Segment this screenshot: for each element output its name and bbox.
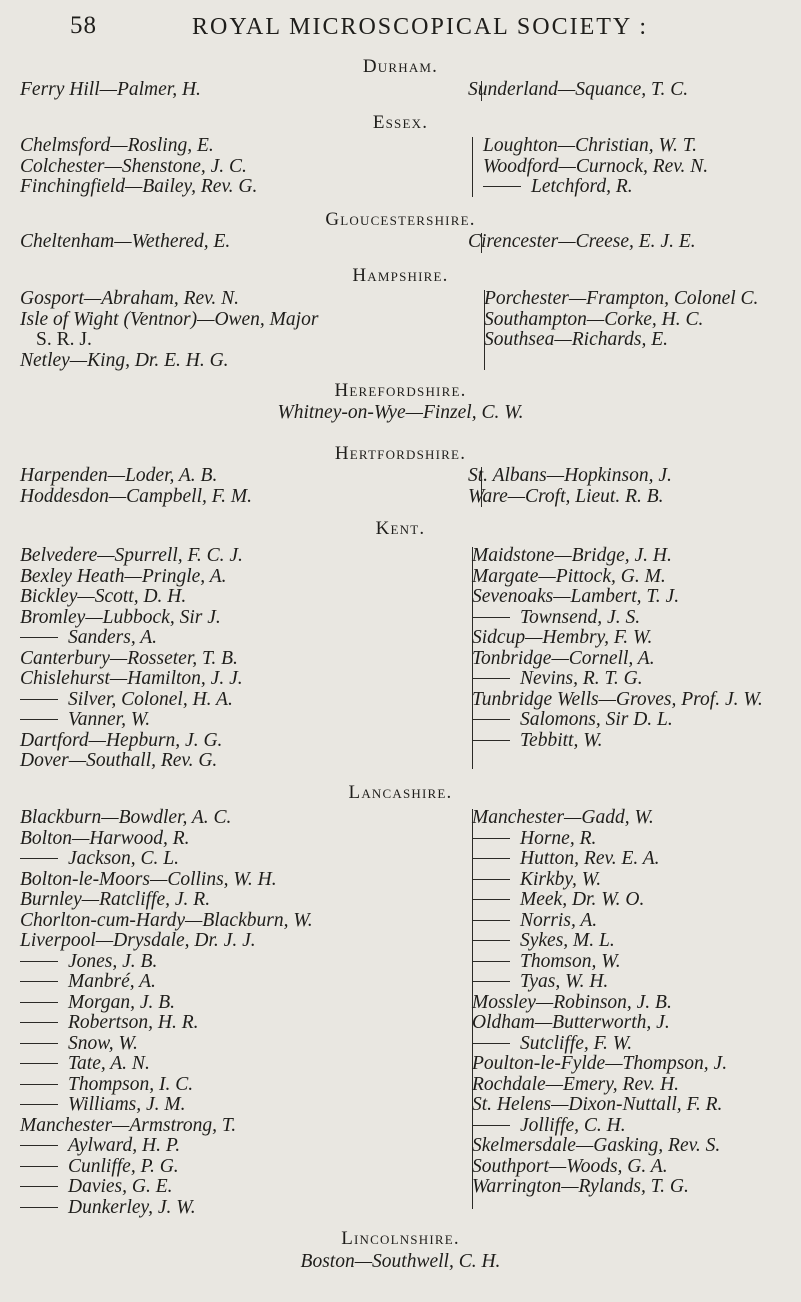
- list-item: Finchingfield—Bailey, Rev. G.: [20, 176, 258, 197]
- list-item: Sanders, A.: [20, 628, 243, 649]
- ditto-dash: [20, 1166, 58, 1167]
- list-item: Skelmersdale—Gasking, Rev. S.: [472, 1135, 721, 1156]
- column-divider: [472, 137, 473, 197]
- ditto-dash: [20, 961, 58, 962]
- page-number: 58: [70, 12, 97, 39]
- ditto-dash: [472, 678, 510, 679]
- list-item: Ferry Hill—Palmer, H.: [20, 79, 201, 100]
- ditto-dash: [483, 186, 521, 187]
- ditto-dash: [20, 699, 58, 700]
- list-item: Dartford—Hepburn, J. G.: [20, 729, 223, 751]
- list-item: Davies, G. E.: [20, 1177, 313, 1198]
- list-item: Morgan, J. B.: [20, 993, 313, 1014]
- ditto-dash: [20, 1207, 58, 1208]
- list-item-continuation: S. R. J.: [36, 329, 92, 350]
- ditto-dash: [472, 899, 510, 900]
- ditto-dash: [20, 1002, 58, 1003]
- list-item: Poulton-le-Fylde—Thompson, J.: [472, 1053, 728, 1074]
- list-item: Manbré, A.: [20, 972, 313, 993]
- ditto-dash: [472, 740, 510, 741]
- list-item: Southport—Woods, G. A.: [472, 1155, 668, 1177]
- hertfordshire-right: [468, 466, 672, 507]
- list-item: Tonbridge—Cornell, A.: [472, 647, 655, 669]
- list-item: Chorlton-cum-Hardy—Blackburn, W.: [20, 909, 313, 931]
- ditto-dash: [20, 1145, 58, 1146]
- list-item: Tebbitt, W.: [472, 731, 763, 752]
- list-item: Rochdale—Emery, Rev. H.: [472, 1073, 680, 1095]
- list-item: Meek, Dr. W. O.: [472, 890, 727, 911]
- list-item: Norris, A.: [472, 911, 727, 932]
- ditto-dash: [472, 981, 510, 982]
- ditto-dash: [20, 719, 58, 720]
- list-item: Cheltenham—Wethered, E.: [20, 231, 231, 252]
- list-item: Ware—Croft, Lieut. R. B.: [468, 485, 664, 507]
- ditto-dash: [20, 1022, 58, 1023]
- list-item: Bickley—Scott, D. H.: [20, 586, 187, 607]
- kent-left: [20, 546, 243, 772]
- ditto-dash: [20, 1186, 58, 1187]
- list-item: Southampton—Corke, H. C.: [484, 308, 704, 330]
- list-item: Bolton—Harwood, R.: [20, 827, 190, 849]
- list-item: Jackson, C. L.: [20, 849, 313, 870]
- ditto-dash: [472, 858, 510, 859]
- list-item: Snow, W.: [20, 1034, 313, 1055]
- list-item: Cunliffe, P. G.: [20, 1157, 313, 1178]
- ditto-dash: [472, 940, 510, 941]
- ditto-dash: [20, 1043, 58, 1044]
- list-item: Mossley—Robinson, J. B.: [472, 991, 672, 1013]
- ditto-dash: [472, 879, 510, 880]
- list-item: Margate—Pittock, G. M.: [472, 565, 666, 587]
- list-item: Kirkby, W.: [472, 870, 727, 891]
- list-item: Boston—Southwell, C. H.: [300, 1251, 501, 1272]
- list-item: Tate, A. N.: [20, 1054, 313, 1075]
- ditto-dash: [472, 617, 510, 618]
- ditto-dash: [472, 838, 510, 839]
- hertfordshire-left: [20, 466, 252, 507]
- hampshire-left: [20, 289, 318, 371]
- county-heading-hertfordshire: Hertfordshire.: [334, 443, 467, 464]
- list-item: Manchester—Armstrong, T.: [20, 1114, 237, 1136]
- ditto-dash: [20, 637, 58, 638]
- county-heading-essex: Essex.: [372, 112, 429, 133]
- county-heading-gloucestershire: Gloucestershire.: [325, 209, 476, 230]
- list-item: Belvedere—Spurrell, F. C. J.: [20, 545, 243, 566]
- hampshire-right: [484, 289, 758, 351]
- list-item: Loughton—Christian, W. T.: [483, 135, 698, 156]
- list-item: Silver, Colonel, H. A.: [20, 690, 243, 711]
- list-item: Sidcup—Hembry, F. W.: [472, 627, 653, 648]
- ditto-dash: [20, 1104, 58, 1105]
- list-item: Jolliffe, C. H.: [472, 1116, 727, 1137]
- list-item: Sevenoaks—Lambert, T. J.: [472, 586, 680, 607]
- list-item: Netley—King, Dr. E. H. G.: [20, 349, 229, 371]
- list-item: Southsea—Richards, E.: [484, 329, 668, 350]
- list-item: Chislehurst—Hamilton, J. J.: [20, 668, 243, 689]
- list-item: St. Helens—Dixon-Nuttall, F. R.: [472, 1094, 723, 1115]
- county-heading-herefordshire: Herefordshire.: [334, 380, 467, 401]
- county-heading-lincolnshire: Lincolnshire.: [341, 1228, 460, 1249]
- list-item: Jones, J. B.: [20, 952, 313, 973]
- ditto-dash: [20, 858, 58, 859]
- list-item: Hutton, Rev. E. A.: [472, 849, 727, 870]
- list-item: Aylward, H. P.: [20, 1136, 313, 1157]
- list-item: Oldham—Butterworth, J.: [472, 1012, 670, 1033]
- durham-left: [20, 80, 201, 101]
- list-item: Dunkerley, J. W.: [20, 1198, 313, 1219]
- list-item: Maidstone—Bridge, J. H.: [472, 545, 672, 566]
- gloucestershire-left: [20, 232, 230, 253]
- list-item: Townsend, J. S.: [472, 608, 763, 629]
- list-item: Williams, J. M.: [20, 1095, 313, 1116]
- page-header: [70, 12, 781, 42]
- running-title: ROYAL MICROSCOPICAL SOCIETY :: [192, 14, 649, 40]
- list-item: Porchester—Frampton, Colonel C.: [484, 288, 759, 309]
- list-item: Dover—Southall, Rev. G.: [20, 750, 218, 771]
- list-item: Tyas, W. H.: [472, 972, 727, 993]
- list-item: Warrington—Rylands, T. G.: [472, 1176, 689, 1197]
- lancashire-right: [472, 808, 727, 1198]
- list-item: Sunderland—Squance, T. C.: [468, 79, 689, 100]
- list-item: Liverpool—Drysdale, Dr. J. J.: [20, 930, 256, 951]
- list-item: Nevins, R. T. G.: [472, 669, 763, 690]
- list-item: Sutcliffe, F. W.: [472, 1034, 727, 1055]
- ditto-dash: [20, 1084, 58, 1085]
- list-item: Harpenden—Loder, A. B.: [20, 465, 218, 486]
- list-item: Whitney-on-Wye—Finzel, C. W.: [277, 402, 524, 423]
- list-item: Burnley—Ratcliffe, J. R.: [20, 889, 211, 910]
- lancashire-left: [20, 808, 313, 1218]
- list-item: Canterbury—Rosseter, T. B.: [20, 647, 238, 669]
- ditto-dash: [472, 719, 510, 720]
- ditto-dash: [20, 1063, 58, 1064]
- ditto-dash: [20, 981, 58, 982]
- essex-right: [483, 136, 708, 198]
- list-item: Manchester—Gadd, W.: [472, 807, 654, 828]
- list-item: Hoddesdon—Campbell, F. M.: [20, 485, 253, 507]
- ditto-dash: [472, 920, 510, 921]
- county-heading-lancashire: Lancashire.: [348, 782, 453, 803]
- list-item: Horne, R.: [472, 829, 727, 850]
- kent-right: [472, 546, 763, 751]
- list-item: Gosport—Abraham, Rev. N.: [20, 288, 240, 309]
- list-item: Blackburn—Bowdler, A. C.: [20, 807, 232, 828]
- county-heading-hampshire: Hampshire.: [352, 265, 449, 286]
- list-item: Cirencester—Creese, E. J. E.: [468, 231, 696, 252]
- list-item: Woodford—Curnock, Rev. N.: [483, 155, 709, 177]
- list-item: Sykes, M. L.: [472, 931, 727, 952]
- gloucestershire-right: [468, 232, 696, 253]
- list-item: St. Albans—Hopkinson, J.: [468, 465, 672, 486]
- list-item: Tunbridge Wells—Groves, Prof. J. W.: [472, 688, 763, 710]
- ditto-dash: [472, 1043, 510, 1044]
- durham-right: [468, 80, 688, 101]
- list-item: Vanner, W.: [20, 710, 243, 731]
- list-item: Bolton-le-Moors—Collins, W. H.: [20, 868, 277, 890]
- essex-left: [20, 136, 257, 198]
- list-item: Thompson, I. C.: [20, 1075, 313, 1096]
- county-heading-kent: Kent.: [375, 518, 426, 539]
- list-item: Robertson, H. R.: [20, 1013, 313, 1034]
- county-heading-durham: Durham.: [362, 56, 439, 77]
- list-item: Thomson, W.: [472, 952, 727, 973]
- list-item: Chelmsford—Rosling, E.: [20, 135, 214, 156]
- list-item: Bromley—Lubbock, Sir J.: [20, 606, 221, 628]
- list-item: Letchford, R.: [483, 177, 708, 198]
- ditto-dash: [472, 1125, 510, 1126]
- list-item: Isle of Wight (Ventnor)—Owen, Major: [20, 308, 319, 330]
- list-item: Colchester—Shenstone, J. C.: [20, 155, 247, 177]
- list-item: Salomons, Sir D. L.: [472, 710, 763, 731]
- ditto-dash: [472, 961, 510, 962]
- list-item: Bexley Heath—Pringle, A.: [20, 565, 227, 587]
